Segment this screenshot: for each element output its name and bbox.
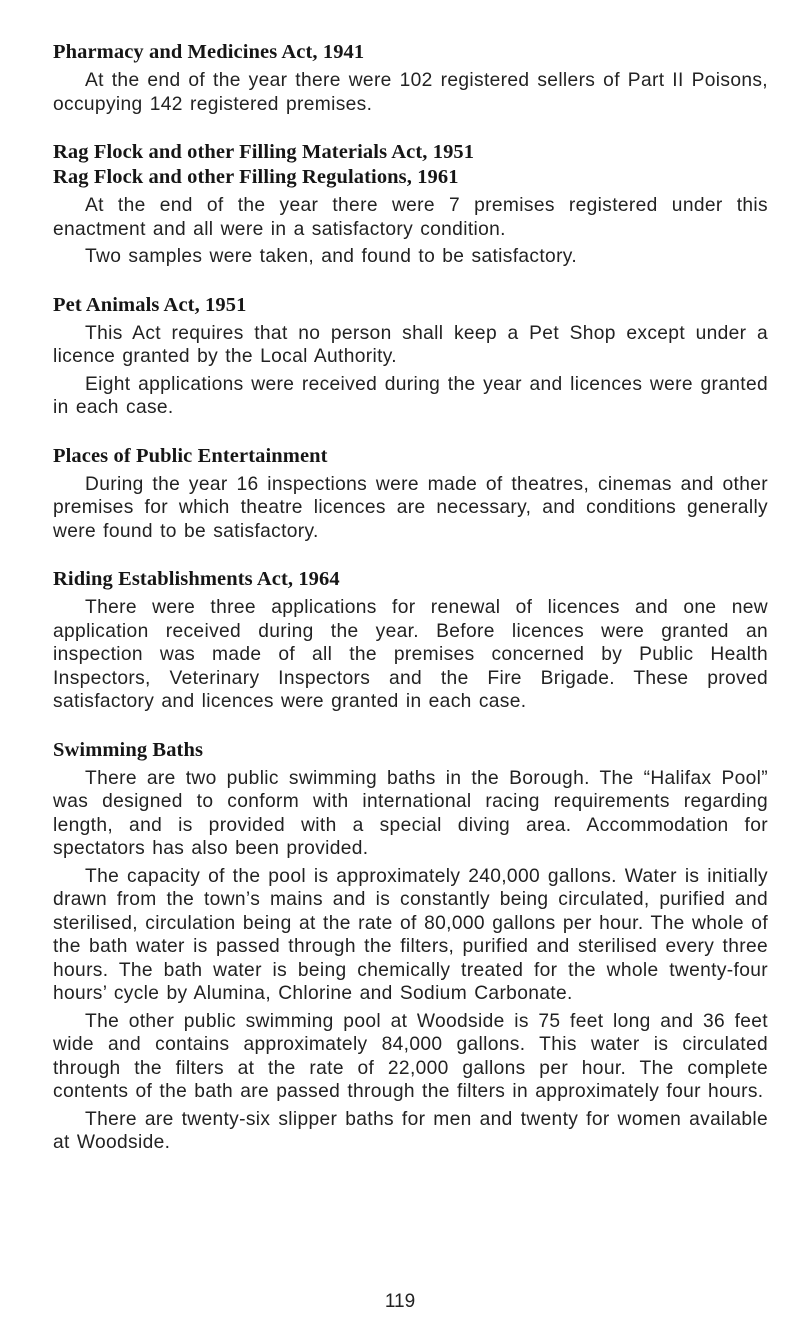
section-rag-flock — [53, 140, 768, 269]
paragraph: There were three applications for renewal of licences and one new application received during the year. Before licences were granted an inspection was made of all the premises concerned by Public Health Inspectors, Veterinary Inspectors and the Fire Brigade. These proved satisfactory and licences were granted in each case. — [53, 597, 768, 712]
section-pet-animals-act — [53, 293, 768, 420]
paragraph: At the end of the year there were 7 premises registered under this enactment and all were in a satisfactory condition. — [53, 195, 768, 240]
section-subheading: Rag Flock and other Filling Regulations, 1961 — [53, 166, 459, 188]
paragraph: The capacity of the pool is approximately 240,000 gallons. Water is initially drawn from the town’s mains and is constantly being circulated, purified and sterilised, circulation being at the rate of 80,000 gallons per hour. The whole of the bath water is passed through the filters, purified and sterilised every three hours. The bath water is being chemically treated for the whole twenty-four hours’ cycle by Alumina, Chlorine and Sodium Carbonate. — [53, 865, 768, 1004]
paragraph: There are twenty-six slipper baths for men and twenty for women available at Woodside. — [53, 1108, 768, 1153]
paragraph: Two samples were taken, and found to be satisfactory. — [85, 246, 578, 267]
section-riding-establishments — [53, 567, 768, 714]
section-pharmacy-act — [53, 40, 768, 116]
paragraph: This Act requires that no person shall keep a Pet Shop except under a licence granted by the Local Authority. — [53, 322, 768, 367]
section-heading: Rag Flock and other Filling Materials Act, 1951 — [53, 141, 475, 163]
paragraph: There are two public swimming baths in the Borough. The “Halifax Pool” was designed to conform with international racing requirements regarding length, and is provided with a special diving area. Accommodation for spectators has also been provided. — [53, 767, 768, 859]
section-heading: Pet Animals Act, 1951 — [53, 293, 247, 316]
section-heading: Riding Establishments Act, 1964 — [53, 568, 340, 590]
paragraph: Eight applications were received during the year and licences were granted in each case. — [53, 373, 768, 418]
section-heading: Swimming Baths — [53, 738, 204, 761]
paragraph: At the end of the year there were 102 registered sellers of Part II Poisons, occupying 142 registered premises. — [53, 70, 768, 115]
section-public-entertainment — [53, 444, 768, 544]
section-heading: Pharmacy and Medicines Act, 1941 — [53, 41, 365, 63]
page-number: 119 — [384, 1291, 416, 1312]
document-page — [53, 40, 768, 1155]
paragraph: The other public swimming pool at Woodside is 75 feet long and 36 feet wide and contains approximately 84,000 gallons. This water is circulated through the filters at the rate of 22,000 gallons per hour. The complete contents of the bath are passed through the filters in approximately four hours. — [53, 1010, 768, 1102]
paragraph: During the year 16 inspections were made of theatres, cinemas and other premises for which theatre licences are necessary, and conditions generally were found to be satisfactory. — [53, 473, 768, 542]
section-swimming-baths — [53, 738, 768, 1155]
section-heading: Places of Public Entertainment — [53, 444, 328, 467]
